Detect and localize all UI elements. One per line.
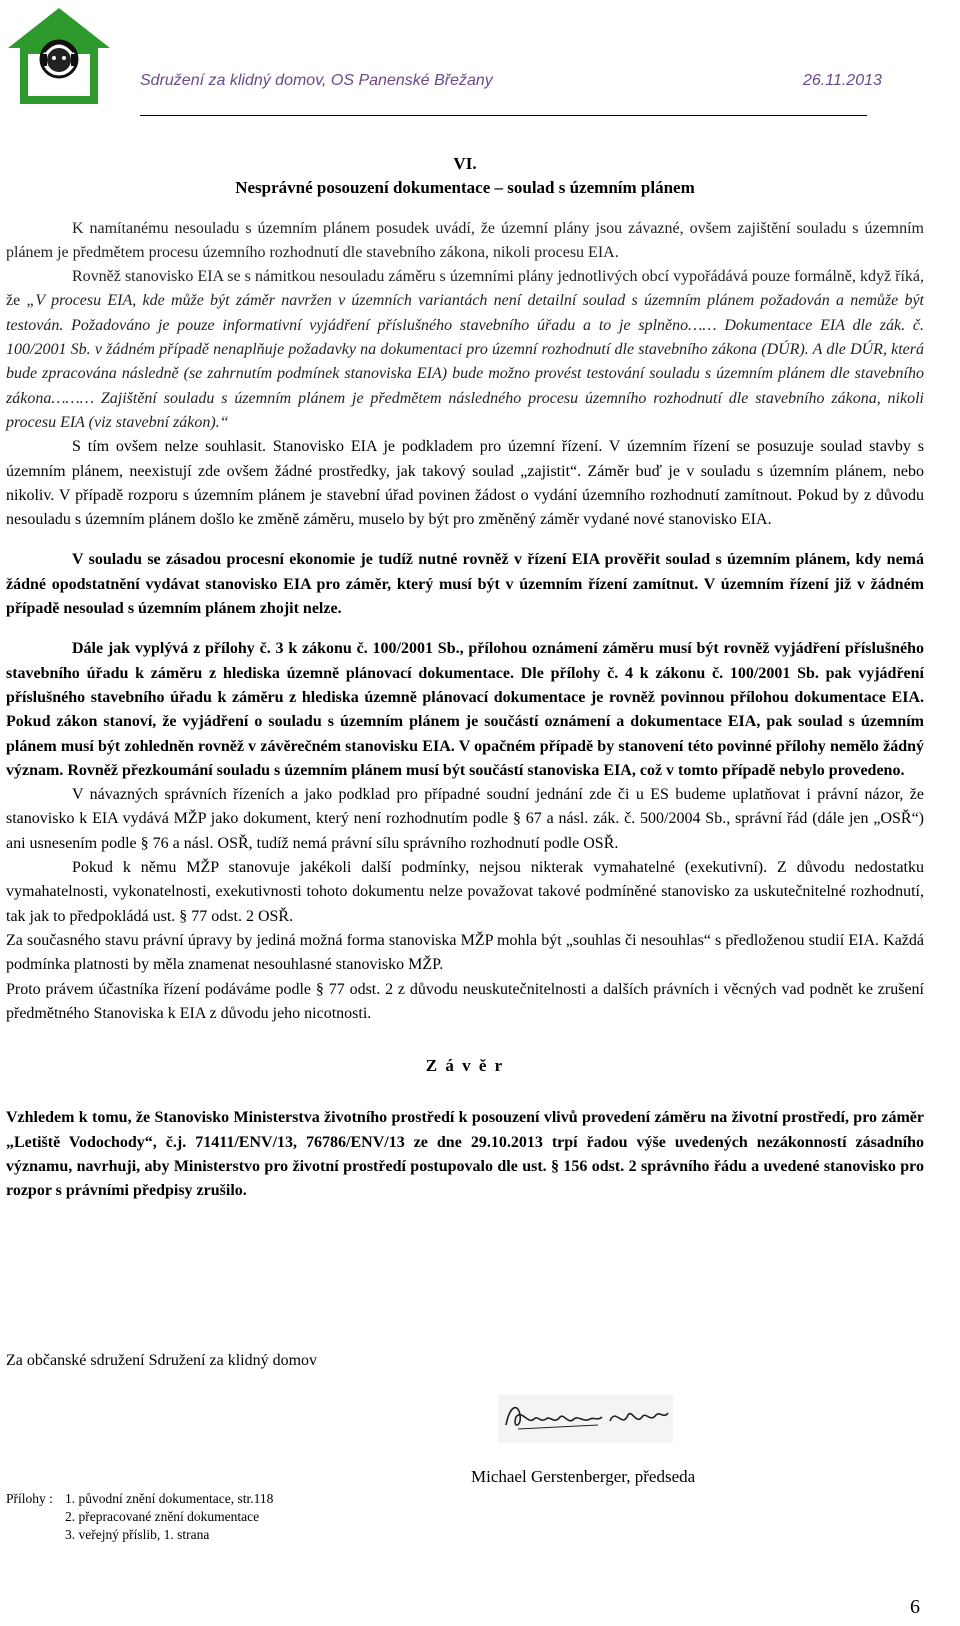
paragraph-9: Proto právem účastníka řízení podáváme podle § 77 odst. 2 z důvodu neuskutečnitelnosti a dalších právních i věcných vad podnět ke zrušení předmětného Stanoviska k EIA z důvodu jeho nicotnosti.: [6, 980, 924, 1022]
paragraph-5: Dále jak vyplývá z přílohy č. 3 k zákonu č. 100/2001 Sb., přílohou oznámení záměru musí být rovněž vyjádření příslušného stavebního úřadu k záměru z hlediska územně plánovací dokumentace. Dle přílohy č. 4 k zákonu č. 100/2001 Sb. pak vyjádření příslušného stavebního úřadu k záměru z hlediska územně plánovací dokumentace je rovněž povinnou přílohou dokumentace EIA. Pokud zákon stanoví, že vyjádření o souladu s územním plánem je součástí oznámení a dokumentace EIA, pak soulad s územním plánem musí být zohledněn rovněž v závěrečném stanovisku EIA. V opačném případě by stanovení této povinné přílohy nemělo žádný význam. Rovněž přezkoumání souladu s územním plánem musí být součástí stanoviska EIA, což v tomto případě nebylo provedeno.: [6, 640, 924, 779]
paragraph-2-quote-2: v žádném případě nenaplňuje požadavky na dokumentaci pro územní rozhodnutí dle stavebního zákona (DÚR). A dle DÚR, která bude zpracována následně (se zahrnutím podmínek stanoviska EIA) bude možno provést testování souladu s územním plánem dle stavebního zákona……… Zajištění souladu s územním plánem je předmětem následného procesu územního rozhodnutí dle stavebního zákona, nikoli procesu EIA (viz stavební zákon).“: [6, 341, 925, 431]
attachments-label: Přílohy :: [6, 1491, 53, 1506]
paragraph-3: S tím ovšem nelze souhlasit. Stanovisko EIA je podkladem pro územní řízení. V územním řízení se posuzuje soulad stavby s územním plánem, neexistují zde ovšem žádné prostředky, jak takový soulad „zajistit“. Záměr buď je v souladu s územním plánem, nebo nikoliv. V případě rozporu s územním plánem je stavební úřad povinen žádost o vydání územního rozhodnutí zamítnout. Pokud by z důvodu nesouladu s územním plánem došlo ke změně záměru, muselo by být pro změněný záměr vydané nové stanovisko EIA.: [6, 438, 924, 529]
paragraph-1: K namítanému nesouladu s územním plánem posudek uvádí, že územní plány jsou závazné, ovšem zajištění souladu s územním plánem je předmětem procesu územního rozhodnutí dle stavebního zákona, nikoli procesu EIA.: [6, 219, 924, 261]
document-body: [6, 152, 924, 1204]
attachment-item: 1. původní znění dokumentace, str.118: [65, 1491, 274, 1506]
paragraph-2: [6, 265, 924, 435]
attachment-item: 3. veřejný příslib, 1. strana: [65, 1527, 210, 1542]
signature-intro: Za občanské sdružení Sdružení za klidný domov: [6, 1352, 318, 1369]
attachment-row: [6, 1490, 273, 1508]
paragraph-conclusion: Vzhledem k tomu, že Stanovisko Ministerstva životního prostředí k posouzení vlivů provedení záměru na životní prostředí, pro záměr „Letiště Vodochody“, č.j. 71411/ENV/13, 76786/ENV/13 ze dne 29.10.2013 trpí řadou výše uvedených nezákonností zásadního významu, navrhuji, aby Ministerstvo pro životní prostředí postupovalo dle ust. § 156 odst. 2 správního řádu a uvedené stanovisko pro rozpor s právními předpisy zrušilo.: [6, 1109, 924, 1200]
section-number: VI.: [453, 154, 477, 173]
header-divider: [140, 115, 867, 116]
page-number: 6: [910, 1596, 920, 1618]
attachments-list: [6, 1490, 273, 1544]
paragraph-7: Pokud k němu MŽP stanovuje jakékoli další podmínky, nejsou nikterak vymahatelné (exekutivní). Z důvodu nedostatku vymahatelnosti, vykonatelnosti, exekutivnosti tohoto dokumentu nelze považovat takové podmíněné stanovisko za uskutečnitelné rozhodnutí, tak jak to předpokládá ust. § 77 odst. 2 OSŘ.: [6, 859, 924, 925]
paragraph-2-mid: Dokumentace EIA dle zák. č. 100/2001 Sb.: [6, 316, 925, 359]
attachment-item: 2. přepracované znění dokumentace: [65, 1509, 260, 1524]
signatory-name: Michael Gerstenberger, předseda: [471, 1467, 696, 1486]
conclusion-heading: Z á v ě r: [425, 1056, 505, 1076]
paragraph-4: V souladu se zásadou procesní ekonomie je tudíž nutné rovněž v řízení EIA prověřit soulad s územním plánem, kdy nemá žádné opodstatnění vydávat stanovisko EIA pro záměr, který musí být v územním řízení zamítnut. V územním řízení již v žádném případě nesoulad s územním plánem zhojit nelze.: [6, 551, 924, 618]
paragraph-8: Za současného stavu právní úpravy by jediná možná forma stanoviska MŽP mohla být „souhlas či nesouhlas“ s předloženou studií EIA. Každá podmínka platnosti by měla znamenat nesouhlasné stanovisko MŽP.: [6, 931, 924, 974]
section-title: Nesprávné posouzení dokumentace – soulad s územním plánem: [235, 178, 695, 198]
paragraph-2-lead: Rovněž stanovisko EIA se s námitkou nesouladu záměru s územními plány jednotlivých obcí vypořádává pouze formálně, když říká, že: [6, 268, 924, 310]
paragraph-6: V návazných správních řízeních a jako podklad pro případné soudní jednání zde či u ES budeme uplatňovat i právní názor, že stanovisko k EIA vydává MŽP jako dokument, který není rozhodnutím podle § 67 a násl. zák. č. 500/2004 Sb., správní řád (dále jen „OSŘ“) ani usnesením podle § 76 a násl. OSŘ, tudíž nemá právní sílu správního rozhodnutí podle OSŘ.: [6, 786, 924, 852]
header-date: 26.11.2013: [803, 72, 882, 89]
organization-logo: [4, 4, 114, 108]
header-organization: Sdružení za klidný domov, OS Panenské Břežany: [140, 72, 493, 89]
handwritten-signature: [498, 1395, 673, 1443]
paragraph-2-quote: „V procesu EIA, kde může být záměr navržen v územních variantách není detailní soulad s územním plánem požadován a nemůže být testován. Požadováno je pouze informativní vyjádření příslušného stavebního úřadu a to je splněno……: [6, 292, 925, 334]
